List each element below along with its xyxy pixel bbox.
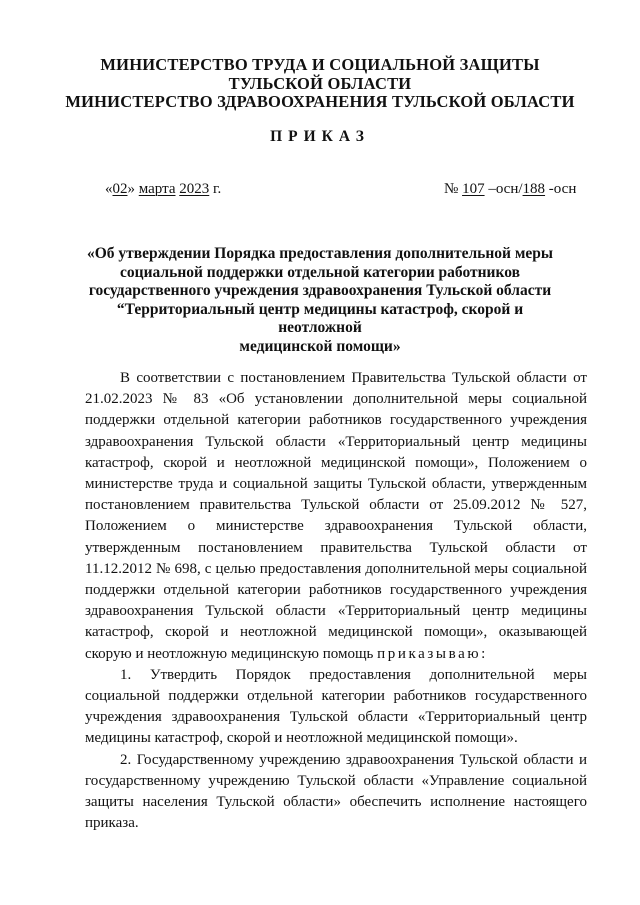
date-year: 2023 — [179, 181, 210, 197]
preamble-text: В соответствии с постановлением Правительства Тульской области от 21.02.2023 № 83 «Об установлении дополнительной меры социальной поддержки отдельной категории работников государственного учреждения здравоохранения Тульской области «Территориальный центр медицины катастроф, скорой и неотложной медицинской помощи», Положением о министерстве труда и социальной защиты Тульской области, утвержденным постановлением правительства Тульской области от 25.09.2012 № 527, Положением о министерстве здравоохранения Тульской области, утвержденным постановлением правительства Тульской области от 11.12.2012 № 698, с целью предоставления дополнительной меры социальной поддержки отдельной категории работников государственного учреждения здравоохранения Тульской области «Территориальный центр медицины катастроф, скорой и неотложной медицинской помощи», оказывающей скорую и неотложную медицинскую помощь — [85, 370, 587, 662]
header-region: ТУЛЬСКОЙ ОБЛАСТИ — [228, 74, 412, 93]
number-second: 188 — [522, 181, 546, 197]
date-open-quote: « — [105, 181, 113, 197]
body-paragraph-item-2: 2. Государственному учреждению здравоохранения Тульской области и государственному учреждению Тульской области «Управление социальной защиты населения Тульской области» обеспечить исполнение настоящего приказа. — [85, 751, 587, 832]
document-subject — [85, 245, 555, 356]
number-first-suffix: –осн/ — [488, 181, 523, 197]
body-paragraph-preamble — [85, 368, 587, 665]
number-prefix: № — [444, 181, 459, 197]
document-number — [444, 180, 576, 198]
order-word: приказываю: — [377, 645, 488, 662]
number-first: 107 — [462, 181, 485, 197]
document-type-title: ПРИКАЗ — [270, 128, 370, 145]
subject-line: социальной поддержки отдельной категории работников — [120, 263, 520, 281]
subject-line: медицинской помощи» — [239, 337, 401, 355]
document-date — [105, 180, 221, 198]
subject-line: государственного учреждения здравоохранения Тульской области — [88, 282, 552, 299]
body-paragraph-item-1: 1. Утвердить Порядок предоставления дополнительной меры социальной поддержки отдельной категории работников государственного учреждения здравоохранения Тульской области «Территориальный центр медицины катастроф, скорой и неотложной медицинской помощи». — [85, 666, 587, 747]
date-suffix: г. — [213, 181, 222, 197]
document-body — [85, 368, 587, 834]
header-ministry-health: МИНИСТЕРСТВО ЗДРАВООХРАНЕНИЯ ТУЛЬСКОЙ ОБЛАСТИ — [65, 92, 575, 111]
number-second-suffix: -осн — [548, 181, 577, 197]
subject-line: «Об утверждении Порядка предоставления дополнительной меры — [86, 245, 554, 262]
header-ministry-labor: МИНИСТЕРСТВО ТРУДА И СОЦИАЛЬНОЙ ЗАЩИТЫ — [100, 55, 540, 74]
date-day: 02 — [112, 181, 128, 197]
date-month: марта — [138, 181, 176, 197]
subject-line: “Территориальный центр медицины катастроф, скорой и неотложной — [116, 300, 524, 336]
date-close-quote: » — [127, 181, 135, 197]
